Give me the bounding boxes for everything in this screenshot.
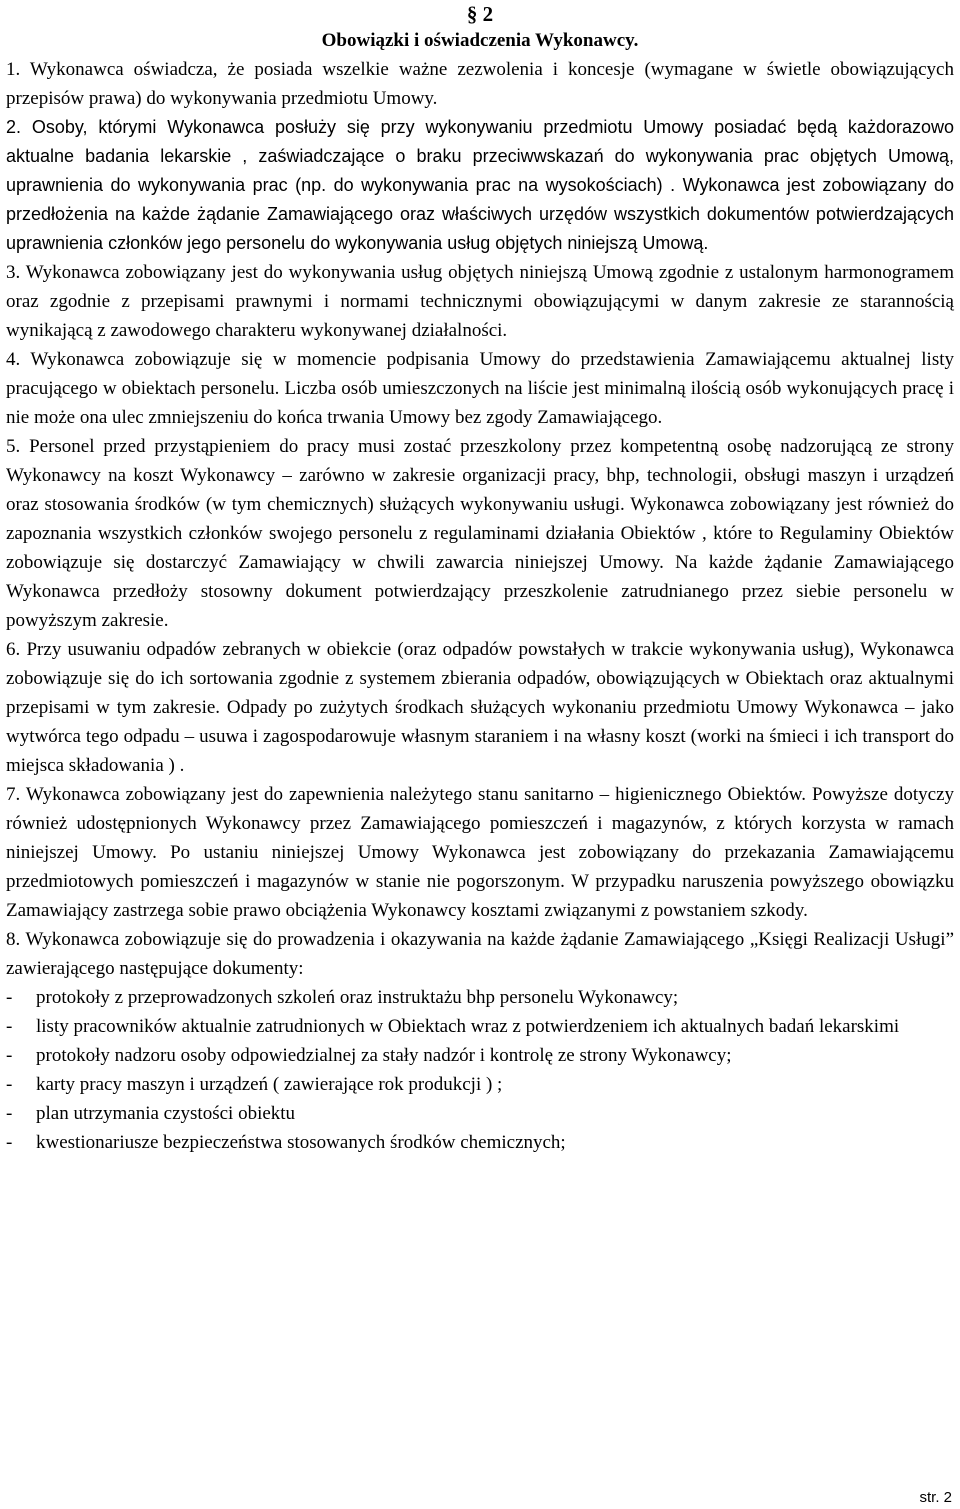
list-item-text: listy pracowników aktualnie zatrudnionych w Obiektach wraz z potwierdzeniem ich aktualnych badań lekarskimi [36, 1016, 900, 1037]
list-marker: - [6, 1103, 13, 1124]
list-marker: - [6, 1016, 13, 1037]
list-item [6, 1041, 954, 1070]
paragraph-2: 2. Osoby, którymi Wykonawca posłuży się przy wykonywaniu przedmiotu Umowy posiadać będą każdorazowo aktualne badania lekarskie , zaświadczające o braku przeciwwskazań do wykonywania prac objętych Umową, uprawnienia do wykonywania prac (np. do wykonywania prac na wysokościach) . Wykonawca jest zobowiązany do przedłożenia na każde żądanie Zamawiającego oraz właściwych urzędów wszystkich dokumentów potwierdzających uprawnienia członków jego personelu do wykonywania usług objętych niniejszą Umową. [6, 117, 954, 253]
document-body [6, 55, 954, 1157]
paragraph-3: 3. Wykonawca zobowiązany jest do wykonywania usług objętych niniejszą Umową zgodnie z ustalonym harmonogramem oraz zgodnie z przepisami prawnymi i normami technicznymi obowiązującymi w danym zakresie ze starannością wynikającą z zawodowego charakteru wykonywanej działalności. [6, 262, 954, 341]
list-marker: - [6, 987, 13, 1008]
list-marker: - [6, 1132, 13, 1153]
list-marker: - [6, 1074, 13, 1095]
paragraph-7: 7. Wykonawca zobowiązany jest do zapewnienia należytego stanu sanitarno – higienicznego Obiektów. Powyższe dotyczy również udostępnionych Wykonawcy przez Zamawiającego pomieszczeń i magazynów, z których korzysta w ramach niniejszej Umowy. Po ustaniu niniejszej Umowy Wykonawca jest zobowiązany do przekazania Zamawiającemu przedmiotowych pomieszczeń i magazynów w stanie nie pogorszonym. W przypadku naruszenia powyższego obowiązku Zamawiający zastrzega sobie prawo obciążenia Wykonawcy kosztami związanymi z powstaniem szkody. [6, 784, 954, 921]
page-number: str. 2 [919, 1489, 952, 1506]
document-list [6, 983, 954, 1157]
list-item-text: protokoły nadzoru osoby odpowiedzialnej za stały nadzór i kontrolę ze strony Wykonawcy; [36, 1045, 732, 1066]
list-item [6, 983, 954, 1012]
list-item [6, 1070, 954, 1099]
paragraph-1: 1. Wykonawca oświadcza, że posiada wszelkie ważne zezwolenia i koncesje (wymagane w świetle obowiązujących przepisów prawa) do wykonywania przedmiotu Umowy. [6, 59, 954, 109]
list-item [6, 1128, 954, 1157]
list-item-text: karty pracy maszyn i urządzeń ( zawierające rok produkcji ) ; [36, 1074, 503, 1095]
section-title: Obowiązki i oświadczenia Wykonawcy. [321, 30, 639, 51]
list-marker: - [6, 1045, 13, 1066]
list-item [6, 1099, 954, 1128]
paragraph-5: 5. Personel przed przystąpieniem do pracy musi zostać przeszkolony przez kompetentną osobę nadzorującą ze strony Wykonawcy na koszt Wykonawcy – zarówno w zakresie organizacji pracy, bhp, technologii, obsługi maszyn i urządzeń oraz stosowania środków (w tym chemicznych) służących wykonywaniu usługi. Wykonawca zobowiązany jest również do zapoznania wszystkich członków swojego personelu z regulaminami działania Obiektów , które to Regulaminy Obiektów zobowiązuje się dostarczyć Zamawiający w chwili zawarcia niniejszej Umowy. Na każde żądanie Zamawiającego Wykonawca przedłoży stosowny dokument potwierdzający przeszkolenie zatrudnianego przez siebie personelu w powyższym zakresie. [6, 436, 954, 631]
paragraph-8: 8. Wykonawca zobowiązuje się do prowadzenia i okazywania na każde żądanie Zamawiającego „Księgi Realizacji Usługi” zawierającego następujące dokumenty: [6, 929, 954, 979]
list-item-text: kwestionariusze bezpieczeństwa stosowanych środków chemicznych; [36, 1132, 566, 1153]
list-item-text: protokoły z przeprowadzonych szkoleń oraz instruktażu bhp personelu Wykonawcy; [36, 987, 679, 1008]
paragraph-4: 4. Wykonawca zobowiązuje się w momencie podpisania Umowy do przedstawienia Zamawiającemu aktualnej listy pracującego w obiektach personelu. Liczba osób umieszczonych na liście jest minimalną ilością osób wykonujących pracę i nie może ona ulec zmniejszeniu do końca trwania Umowy bez zgody Zamawiającego. [6, 349, 954, 428]
list-item [6, 1012, 954, 1041]
list-item-text: plan utrzymania czystości obiektu [36, 1103, 296, 1124]
section-number: § 2 [466, 2, 494, 26]
paragraph-6: 6. Przy usuwaniu odpadów zebranych w obiekcie (oraz odpadów powstałych w trakcie wykonywania usług), Wykonawca zobowiązuje się do ich sortowania zgodnie z systemem zbierania odpadów, obowiązujących w Obiektach oraz aktualnymi przepisami w tym zakresie. Odpady po zużytych środkach służących wykonaniu przedmiotu Umowy Wykonawca – jako wytwórca tego odpadu – usuwa i zagospodarowuje własnym staraniem i na własny koszt (worki na śmieci i ich transport do miejsca składowania ) . [6, 639, 954, 776]
